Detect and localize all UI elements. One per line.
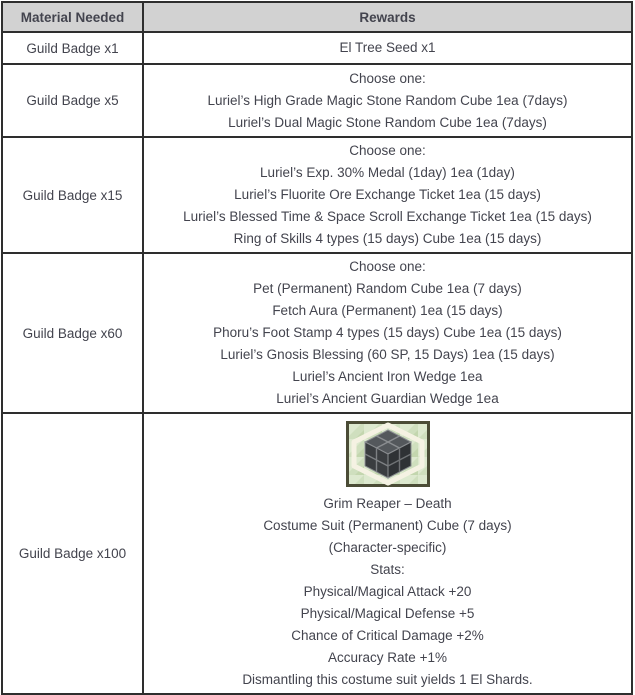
table-row xyxy=(2,253,632,413)
reward-line: Physical/Magical Attack +20 xyxy=(303,584,472,599)
reward-line: (Character-specific) xyxy=(328,540,447,555)
reward-line: Luriel’s Blessed Time & Space Scroll Exchange Ticket 1ea (15 days) xyxy=(183,209,592,224)
reward-line: El Tree Seed x1 xyxy=(339,40,436,55)
reward-line: Luriel’s Fluorite Ore Exchange Ticket 1ea (15 days) xyxy=(234,187,541,202)
reward-line: Luriel’s Gnosis Blessing (60 SP, 15 Days) 1ea (15 days) xyxy=(220,347,555,362)
reward-line: Choose one: xyxy=(349,259,426,274)
reward-line: Stats: xyxy=(370,562,405,577)
rewards-cell xyxy=(143,32,632,64)
reward-line: Fetch Aura (Permanent) 1ea (15 days) xyxy=(272,303,503,318)
reward-line: Choose one: xyxy=(349,143,426,158)
table-row xyxy=(2,64,632,137)
reward-line: Choose one: xyxy=(349,70,426,86)
material-cell: Guild Badge x5 xyxy=(2,64,143,137)
reward-line: Physical/Magical Defense +5 xyxy=(300,606,475,621)
reward-line: Pet (Permanent) Random Cube 1ea (7 days) xyxy=(253,281,522,296)
material-cell: Guild Badge x60 xyxy=(2,253,143,413)
black-cube-item-icon xyxy=(346,421,430,487)
table-row xyxy=(2,413,632,694)
reward-line: Ring of Skills 4 types (15 days) Cube 1ea (15 days) xyxy=(233,231,542,246)
material-cell: Guild Badge x1 xyxy=(2,32,143,64)
rewards-table xyxy=(1,1,633,695)
rewards-cell xyxy=(143,413,632,694)
rewards-cell xyxy=(143,137,632,253)
table-row xyxy=(2,32,632,64)
column-header-material: Material Needed xyxy=(2,2,143,32)
reward-line: Luriel’s Exp. 30% Medal (1day) 1ea (1day) xyxy=(260,165,515,180)
rewards-text xyxy=(148,493,627,691)
reward-line: Accuracy Rate +1% xyxy=(328,650,447,665)
reward-line: Luriel’s High Grade Magic Stone Random Cube 1ea (7days) xyxy=(207,92,568,108)
reward-line: Costume Suit (Permanent) Cube (7 days) xyxy=(263,518,512,533)
reward-line: Phoru’s Foot Stamp 4 types (15 days) Cube 1ea (15 days) xyxy=(213,325,562,340)
reward-line: Grim Reaper – Death xyxy=(323,496,452,511)
reward-line: Luriel’s Ancient Iron Wedge 1ea xyxy=(292,369,483,384)
material-cell: Guild Badge x15 xyxy=(2,137,143,253)
material-cell: Guild Badge x100 xyxy=(2,413,143,694)
rewards-cell xyxy=(143,64,632,137)
reward-line: Luriel’s Ancient Guardian Wedge 1ea xyxy=(276,391,499,406)
header-row xyxy=(2,2,632,32)
reward-line: Luriel’s Dual Magic Stone Random Cube 1ea (7days) xyxy=(228,114,547,130)
table-row xyxy=(2,137,632,253)
column-header-rewards: Rewards xyxy=(143,2,632,32)
rewards-cell xyxy=(143,253,632,413)
reward-line: Dismantling this costume suit yields 1 El Shards. xyxy=(242,672,533,687)
reward-line: Chance of Critical Damage +2% xyxy=(291,628,484,643)
